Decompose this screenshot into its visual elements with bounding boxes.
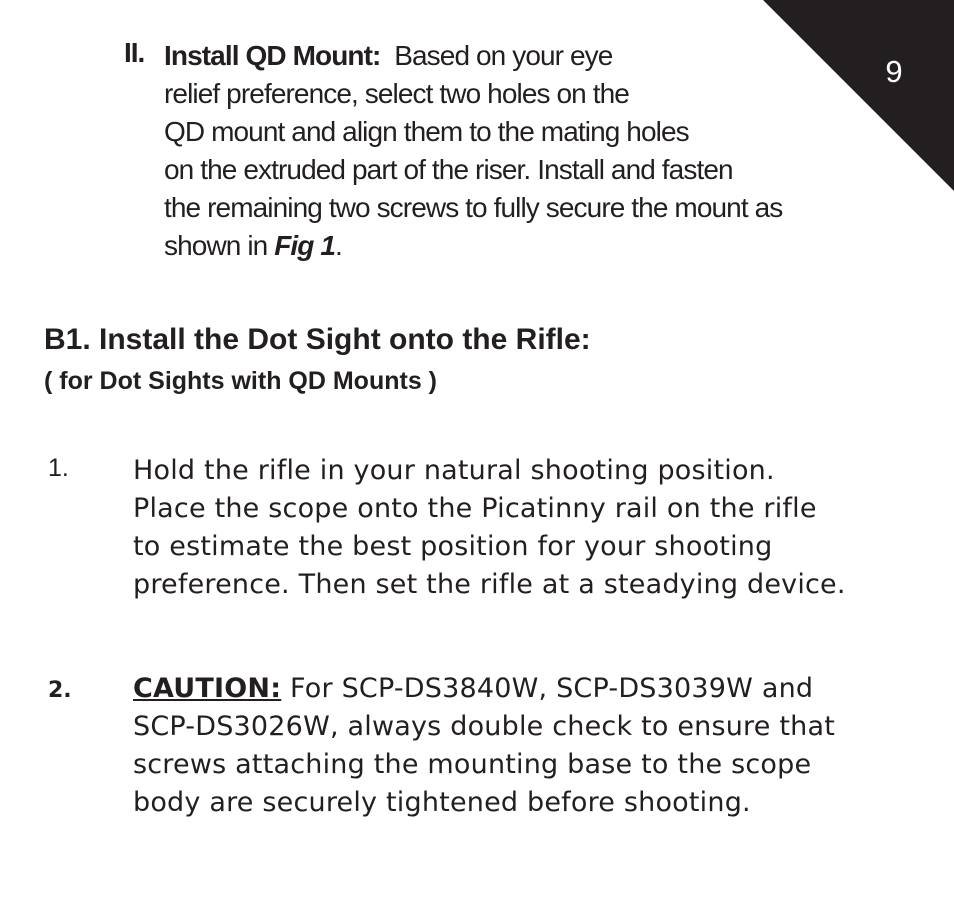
section-ii-text: on the extruded part of the riser. Install and fasten [164,154,733,185]
step-text: to estimate the best position for your shooting [133,531,773,562]
step-text: body are securely tightened before shooting. [133,787,751,818]
section-ii-lead: Install QD Mount: [164,40,381,71]
figure-reference: Fig 1 [274,230,336,261]
step-text: Hold the rifle in your natural shooting position. [133,455,775,486]
step-text: SCP-DS3026W, always double check to ensure that [133,711,835,742]
page-number: 9 [885,54,903,89]
section-b1-title: B1. Install the Dot Sight onto the Rifle: [44,323,591,356]
step-body [133,670,923,822]
step-text: screws attaching the mounting base to the scope [133,749,812,780]
section-ii-text: relief preference, select two holes on the [164,78,629,109]
step-body [133,452,923,604]
caution-label: CAUTION: [133,673,282,704]
section-ii-punct: . [335,230,342,261]
section-b1-subtitle: ( for Dot Sights with QD Mounts ) [44,367,437,395]
section-ii-text: Based on your eye [394,40,613,71]
section-ii-line-6 [164,227,864,265]
section-ii-line-1 [164,37,864,75]
section-ii-text: shown in [164,230,275,261]
step-number: 2. [48,678,72,703]
step-text: Place the scope onto the Picatinny rail on the rifle [133,493,817,524]
section-ii-marker: II. [124,37,145,68]
step-text: preference. Then set the rifle at a steadying device. [133,569,846,600]
section-ii-text: the remaining two screws to fully secure the mount as [164,192,783,223]
section-ii-body [164,37,864,265]
step-number: 1. [48,454,69,482]
step-text: For SCP-DS3840W, SCP-DS3039W and [281,673,814,704]
section-ii-text: QD mount and align them to the mating holes [164,116,689,147]
step-line-1 [133,670,923,708]
